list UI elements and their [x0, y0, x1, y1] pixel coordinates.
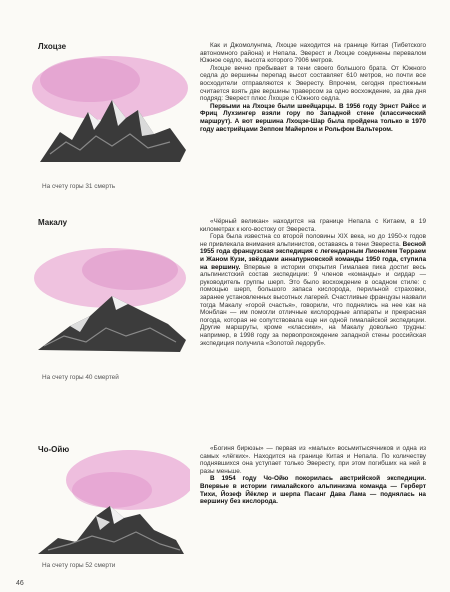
section-text [200, 218, 426, 347]
paragraph: Гора была известна со второй половины XIX века, но до 1950-х годов не привлекала внимания альпинистов, оставаясь в тени Эвереста. Весной 1955 года французская экспедиция с легендарным Лионелем Терраем и Жаном Кузи, звёздами аннапурновской команды 1950 года, ступила на вершину. Впервые в истории открытия Гималаев пика достиг весь альпинистский состав экспедиции: 9 членов «команды» и сирдар — руководитель группы шерп. Это было восхождение в осадном стиле: с помощью шерп, большого запаса кислорода, перильной страховки, заранее установленных высотных лагерей. Счастливые французы назвали тогда Макалу «горой счастья», говорили, что поднялись на нее как на Монблан — им помогли отличные кислородные аппараты и прекрасная погода, которая не сопутствовала еще ни одной гималайской экспедиции. Другие маршруты, кроме «классики», на Макалу довольно трудны: например, в 1998 году за первопрохождение западной стены российская экспедиция получила «Золотой ледоруб». [200, 233, 427, 347]
paragraph: Как и Джомолунгма, Лхоцзе находится на границе Китая (Тибетского автономного района) и Непала. Эверест и Лхоцзе соединены перевалом Южное седло, высота которого 7906 метров. [200, 42, 426, 65]
peak-caption: На счету горы 40 смертей [42, 374, 119, 381]
section-text [200, 42, 426, 133]
peak-caption: На счету горы 52 смерти [42, 562, 116, 569]
peak-caption: На счету горы 31 смерть [42, 183, 116, 190]
mountain-illustration-lhotse [30, 50, 190, 168]
paragraph-bold: В 1954 году Чо-Ойю покорилась австрийской экспедиции. Впервые в истории гималайского альпинизма команда — Герберт Тихи, Йозеф Йёклер и шерпа Пасанг Дава Лама — поднялась на вершину без кислорода. [200, 475, 426, 506]
paragraph: «Богиня бирюзы» — первая из «малых» восьмитысячников и одна из самых «лёгких». Находится на границе Китая и Непала. По количеству поднявшихся она уступает только Эвересту, при этом погибших на ней в разы меньше. [200, 445, 426, 475]
paragraph: «Чёрный великан» находится на границе Непала с Китаем, в 19 километрах к юго-востоку от Эвереста. [200, 218, 426, 233]
section-text [200, 445, 426, 506]
paragraph: Лхоцзе вечно пребывает в тени своего большого брата. От Южного седла до вершины перепад высот составляет 610 метров, но почти все восходители отправляются к Эвересту. Впрочем, сегодня престижным считается взять две вершины траверсом за одно восхождение, за два дня подряд: Эверест плюс Лхоцзе с Южного седла. [200, 64, 426, 103]
page-number: 46 [16, 580, 24, 587]
peak-name: Чо-Ойю [38, 445, 70, 454]
peak-name: Лхоцзе [38, 42, 67, 51]
mountain-illustration-cho-oyu [30, 446, 190, 564]
paragraph-bold: Первыми на Лхоцзе были швейцарцы. В 1956 году Эрнст Райсс и Фриц Лухзингер взяли гору по Западной стене (классический маршрут). А вот вершина Лхоцзе-Шар была пройдена только в 1970 году австрийцами Зеппом Майерлон и Рольфом Вальтером. [200, 102, 426, 133]
peak-name: Макалу [38, 218, 68, 227]
mountain-illustration-makalu [30, 246, 190, 364]
